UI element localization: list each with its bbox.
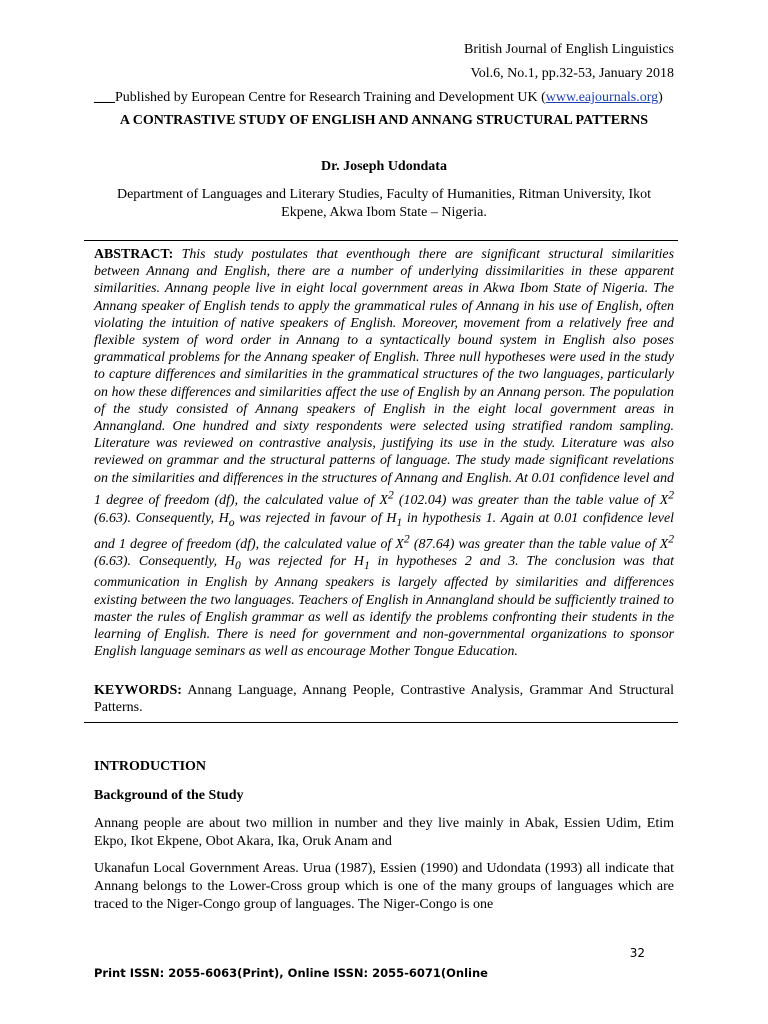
abstract-text-part: (102.04) was greater than the table value of X: [393, 493, 669, 509]
page-number: 32: [629, 946, 645, 960]
superscript: 2: [403, 532, 410, 546]
superscript: 2: [668, 532, 674, 546]
body-paragraph-2: Ukanafun Local Government Areas. Urua (1987), Essien (1990) and Udondata (1993) all indicate that Annang belongs to the Lower-Cross group which is one of the many groups of languages which are traced to the Niger-Congo group of languages. The Niger-Congo is one: [94, 861, 674, 912]
subscript: 0: [234, 559, 241, 573]
journal-volume: Vol.6, No.1, pp.32-53, January 2018: [470, 66, 674, 81]
subsection-heading-background: Background of the Study: [94, 788, 244, 803]
publisher-prefix: ___: [94, 90, 115, 105]
abstract-text-part: was rejected for H: [240, 554, 364, 570]
abstract-text-part: (87.64) was greater than the table value of X: [409, 537, 669, 553]
paper-title: A CONTRASTIVE STUDY OF ENGLISH AND ANNANG STRUCTURAL PATTERNS: [119, 113, 649, 128]
subscript: 1: [396, 515, 403, 529]
keywords-label: KEYWORDS:: [94, 683, 182, 698]
abstract-text-part: This study postulates that eventhough there are significant structural similarities between Annang and English, there are a number of underlying dissimilarities in these apparent similarities. Annang people live in eight local government areas in Akwa Ibom State of Nigeria. The Annang speaker of English tends to apply the grammatical rules of Annang in his use of English, often violating the intuition of native speakers of English. Moreover, movement from a relatively free and flexible system of word order in Annang to a syntactically bound system in English also poses grammatical problems for the Annang speaker of English. Three null hypotheses were used in the study to capture differences and similarities in the grammatical structures of the two languages, particularly on how these differences and similarities affect the use of English by an Annang person. The population of the study consisted of Annang speakers of English in the eight local government areas in Annangland. One hundred and sixty respondents were selected using stratified random sampling. Literature was reviewed on contrastive analysis, justifying its use in the study. Literature was also reviewed on grammar and the structural patterns of language. The study made significant revelations on the similarities and differences in the structures of Annang and English. At 0.01 confidence level and 1 degree of freedom (df), the calculated value of X: [94, 247, 674, 509]
superscript: 2: [387, 488, 394, 502]
abstract-text-part: (6.63). Consequently, H: [94, 510, 229, 526]
abstract-block: [94, 246, 674, 660]
publisher-link[interactable]: www.eajournals.org: [545, 90, 659, 105]
author-name: Dr. Joseph Udondata: [321, 159, 447, 174]
section-heading-introduction: INTRODUCTION: [94, 759, 207, 774]
subscript: 1: [363, 559, 370, 573]
publisher-text: Published by European Centre for Research Training and Development UK (: [115, 90, 546, 105]
abstract-label: ABSTRACT:: [94, 247, 174, 262]
publisher-line: [94, 90, 663, 106]
publisher-suffix: ): [658, 90, 663, 105]
abstract-text-part: in hypotheses 2 and 3. The conclusion was that communication in English by Annang speakers is largely affected by similarities and differences existing between the two languages. Teachers of English in Annangland should be sufficiently trained to master the rules of English grammar as well as identify the problems confronting their students in the learning of English. There is need for government and non-governmental organizations to sponsor English language seminars as well as encourage Mother Tongue Education.: [94, 554, 675, 660]
keywords-text: Annang Language, Annang People, Contrastive Analysis, Grammar And Structural Patterns.: [94, 683, 674, 715]
superscript: 2: [668, 488, 674, 502]
subscript: o: [228, 515, 235, 529]
abstract-text-part: in hypothesis 1. Again at 0.01 confidence level and 1 degree of freedom (df), the calculated value of X: [94, 510, 674, 553]
author-affiliation: Department of Languages and Literary Studies, Faculty of Humanities, Ritman University, Ikot Ekpene, Akwa Ibom State – Nigeria.: [116, 187, 652, 220]
abstract-text: [94, 247, 674, 659]
keywords-block: [94, 682, 674, 716]
journal-name: British Journal of English Linguistics: [464, 42, 674, 57]
issn-footer: Print ISSN: 2055-6063(Print), Online ISSN: 2055-6071(Online: [94, 966, 488, 980]
abstract-text-part: (6.63). Consequently, H: [94, 554, 235, 570]
body-paragraph-1: Annang people are about two million in number and they live mainly in Abak, Essien Udim, Etim Ekpo, Ikot Ekpene, Obot Akara, Ika, Oruk Anam and: [94, 816, 674, 849]
abstract-top-rule: [84, 240, 678, 241]
abstract-bottom-rule: [84, 722, 678, 723]
abstract-text-part: was rejected in favour of H: [234, 510, 397, 526]
